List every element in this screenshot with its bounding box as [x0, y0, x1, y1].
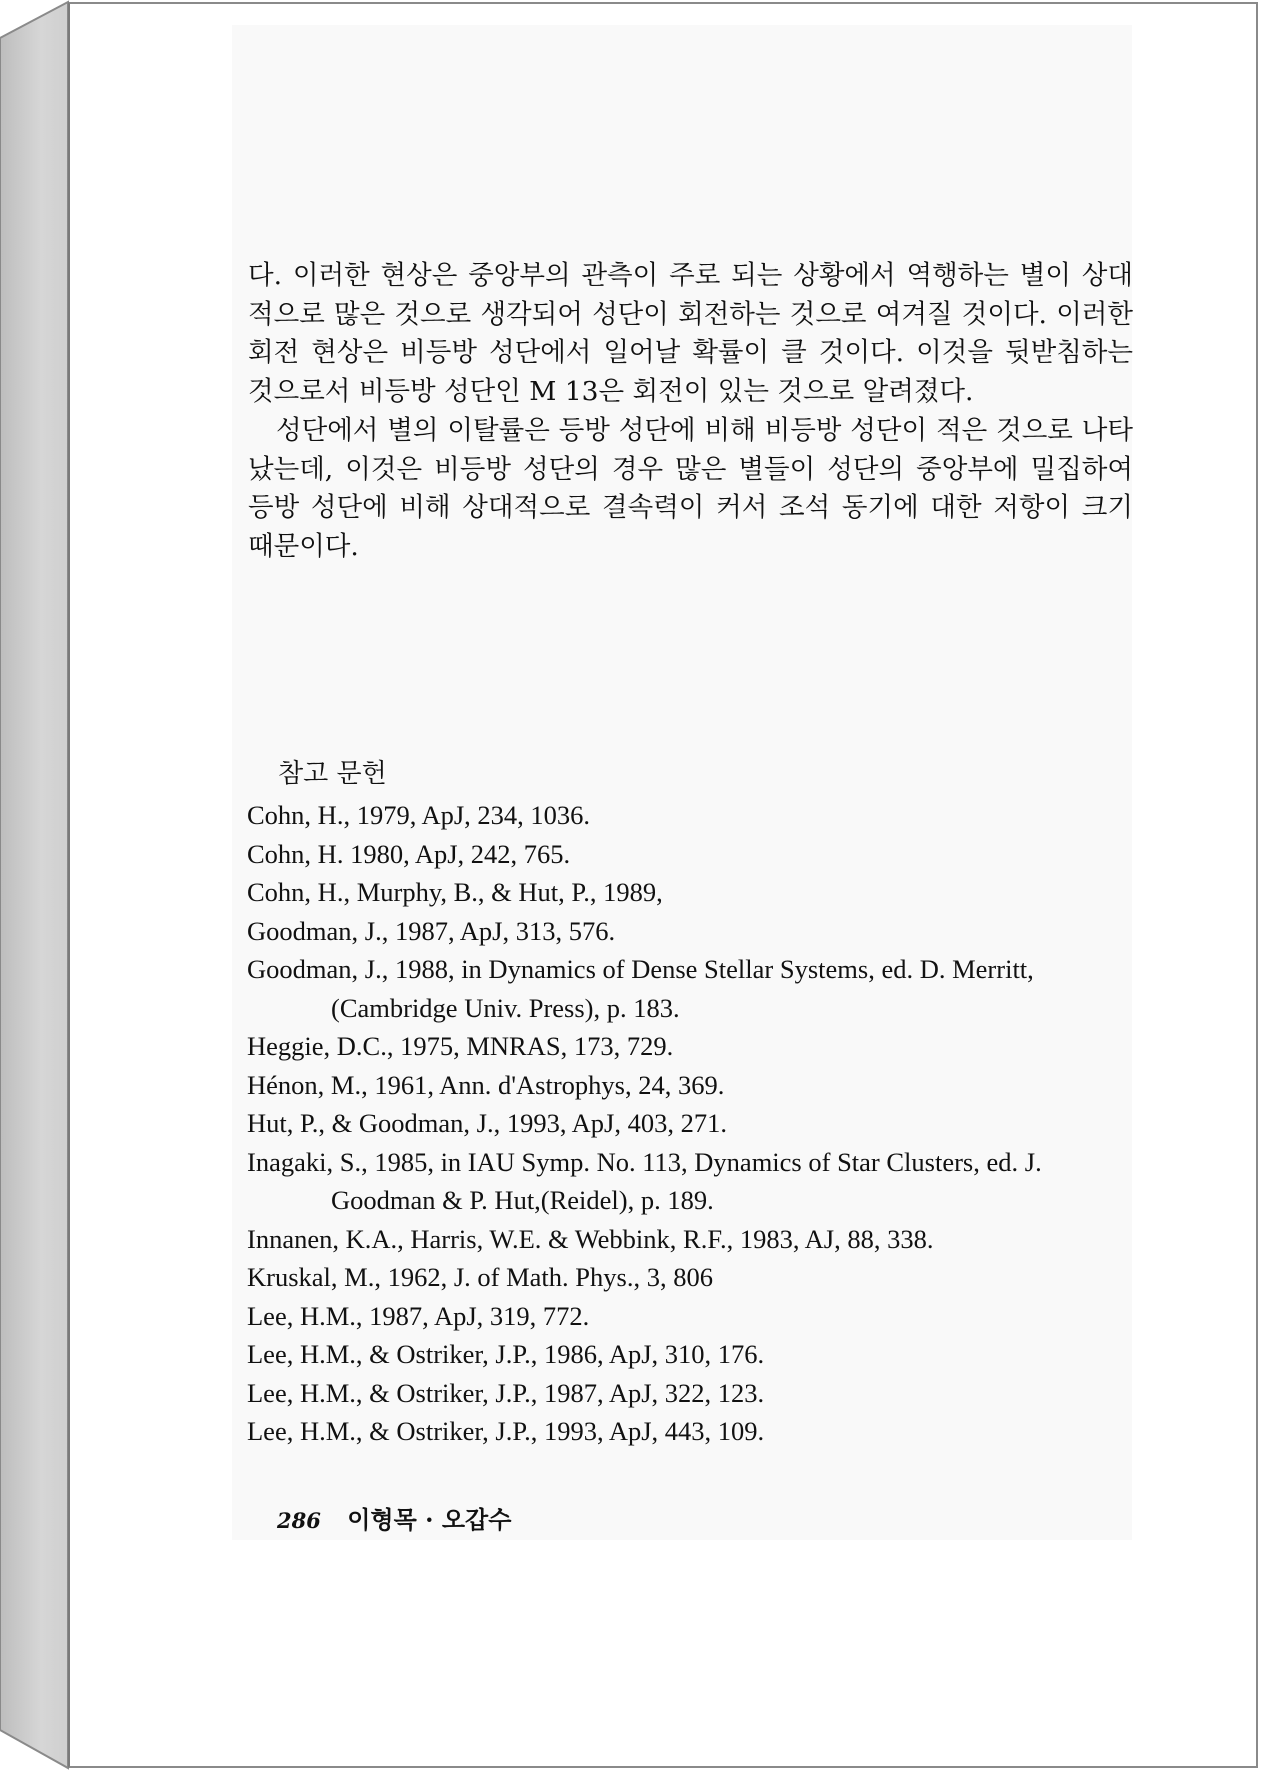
reference-item: Hénon, M., 1961, Ann. d'Astrophys, 24, 369.: [247, 1069, 725, 1100]
reference-item: Innanen, K.A., Harris, W.E. & Webbink, R.F., 1983, AJ, 88, 338.: [247, 1223, 934, 1254]
reference-item: Lee, H.M., & Ostriker, J.P., 1993, ApJ, 443, 109.: [247, 1416, 765, 1446]
reference-item: Kruskal, M., 1962, J. of Math. Phys., 3, 806: [247, 1262, 713, 1292]
reference-item: Cohn, H., Murphy, B., & Hut, P., 1989,: [247, 877, 663, 907]
body-text: [248, 257, 1133, 567]
references-list: [247, 796, 1137, 1451]
reference-item: Lee, H.M., & Ostriker, J.P., 1987, ApJ, 322, 123.: [247, 1377, 765, 1408]
page-footer: [277, 1500, 511, 1541]
reference-item: Cohn, H. 1980, ApJ, 242, 765.: [247, 838, 571, 869]
book-spine-edge: [0, 0, 70, 1773]
reference-item: Goodman, J., 1987, ApJ, 313, 576.: [247, 915, 616, 946]
references-heading: 참고 문헌: [278, 759, 387, 789]
reference-item: Heggie, D.C., 1975, MNRAS, 173, 729.: [247, 1031, 674, 1061]
reference-item: Lee, H.M., 1987, ApJ, 319, 772.: [247, 1300, 590, 1331]
body-paragraph: 다. 이러한 현상은 중앙부의 관측이 주로 되는 상황에서 역행하는 별이 상대적으로 많은 것으로 생각되어 성단이 회전하는 것으로 여겨질 것이다. 이러한 회전 현상은 비등방 성단에서 일어날 확률이 클 것이다. 이것을 뒷받침하는 것으로서 비등방 성단인 M 13은 회전이 있는 것으로 알려졌다.: [248, 260, 1133, 408]
page-number: 286: [277, 1508, 321, 1533]
reference-item: Cohn, H., 1979, ApJ, 234, 1036.: [247, 800, 591, 830]
body-paragraph: 성단에서 별의 이탈률은 등방 성단에 비해 비등방 성단이 적은 것으로 나타났는데, 이것은 비등방 성단의 경우 많은 별들이 성단의 중앙부에 밀집하여 등방 성단에 비해 상대적으로 결속력이 커서 조석 동기에 대한 저항이 크기 때문이다.: [248, 414, 1133, 562]
reference-item: Lee, H.M., & Ostriker, J.P., 1986, ApJ, 310, 176.: [247, 1339, 765, 1369]
reference-item: Goodman, J., 1988, in Dynamics of Dense Stellar Systems, ed. D. Merritt,(Cambridge Univ. Press), p. 183.: [247, 954, 1034, 1023]
reference-item: Hut, P., & Goodman, J., 1993, ApJ, 403, 271.: [247, 1108, 727, 1138]
reference-item: Inagaki, S., 1985, in IAU Symp. No. 113, Dynamics of Star Clusters, ed. J. Goodman & P. Hut,(Reidel), p. 189.: [247, 1146, 1042, 1215]
footer-authors: 이형목 · 오갑수: [347, 1505, 512, 1534]
